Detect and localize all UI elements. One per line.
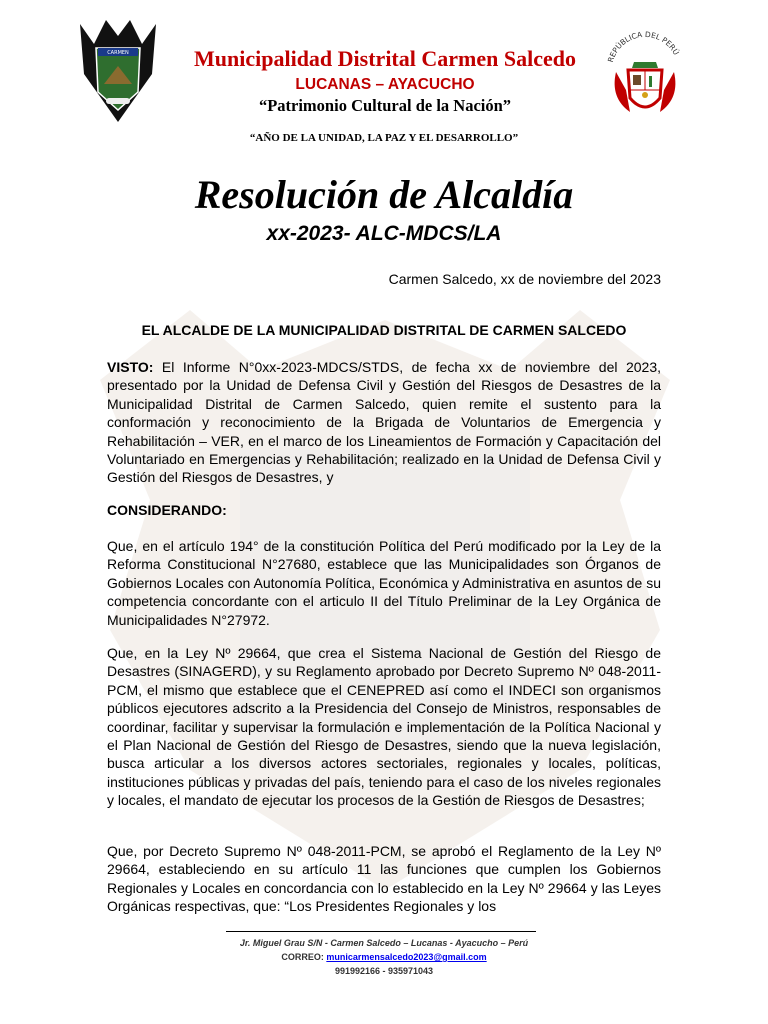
- year-motto: “AÑO DE LA UNIDAD, LA PAZ Y EL DESARROLLO”: [249, 132, 519, 144]
- visto-label: VISTO:: [107, 359, 154, 375]
- considerando-heading: CONSIDERANDO:: [107, 502, 227, 518]
- considerando-paragraph: Que, en el artículo 194° de la constitución Política del Perú modificado por la Ley de la Reforma Constitucional N°27680, establece que las Municipalidades son Órganos de Gobiernos Locales con Autonomía Política, Económica y Administrativa en asuntos de su competencia concordante con el articulo II del Título Preliminar de la Ley Orgánica de Municipalidades N°27972.: [107, 538, 661, 628]
- footer-phones: 991992166 - 935971043: [334, 966, 434, 976]
- footer-email-label: CORREO:: [281, 952, 327, 962]
- municipality-name: Municipalidad Distrital Carmen Salcedo: [194, 46, 576, 71]
- document-title: Resolución de Alcaldía: [194, 172, 574, 217]
- footer-email-line: [180, 952, 588, 962]
- municipality-motto: “Patrimonio Cultural de la Nación”: [258, 96, 512, 115]
- document-date: Carmen Salcedo, xx de noviembre del 2023: [388, 271, 661, 287]
- document-number: xx-2023- ALC-MDCS/LA: [266, 222, 502, 245]
- considerando-paragraph: Que, en la Ley Nº 29664, que crea el Sistema Nacional de Gestión del Riesgo de Desastres (SINAGERD), y su Reglamento aprobado por Decreto Supremo Nº 048-2011-PCM, el mismo que establece que el CENEPRED así como el INDECI son organismos públicos ejecutores adscrito a la Presidencia del Consejo de Ministros, responsables de coordinar, facilitar y supervisar la formulación e implementación de la Política Nacional y el Plan Nacional de Gestión del Riesgo de Desastres, siendo que la nueva legislación, busca articular a los diversos actores sectoriales, regionales y locales, políticas, instituciones públicas y privadas del país, teniendo para el caso de los niveles regionales y locales, el mandato de ejecutar los procesos de la Gestión de Riesgos de Desastres;: [107, 645, 661, 809]
- visto-text: El Informe N°0xx-2023-MDCS/STDS, de fecha xx de noviembre del 2023, presentado por la Unidad de Defensa Civil y Gestión del Riesgos de Desastres de la Municipalidad Distrital de Carmen Salcedo, quien remite el sustento para la conformación y reconocimiento de la Brigada de Voluntarios de Emergencia y Rehabilitación – VER, en el marco de los Lineamientos de Formación y Capacitación del Voluntariado en Emergencias y Rehabilitación; realizado en la Unidad de Defensa Civil y Gestión del Riesgos de Desastres, y: [107, 359, 661, 486]
- peru-coat-of-arms-logo: [602, 28, 688, 124]
- footer-divider: [226, 931, 536, 932]
- svg-text:REPÚBLICA DEL PERÚ: [606, 30, 681, 63]
- municipal-crest-logo: [76, 14, 160, 126]
- footer-email-link[interactable]: municarmensalcedo2023@gmail.com: [326, 952, 487, 962]
- municipality-location: LUCANAS – AYACUCHO: [295, 76, 475, 93]
- visto-paragraph: [107, 358, 661, 487]
- coat-of-arms-caption: REPÚBLICA DEL PERÚ: [605, 29, 681, 64]
- footer-address: Jr. Miguel Grau S/N - Carmen Salcedo – Lucanas - Ayacucho – Perú: [239, 938, 529, 948]
- crest-label: CARMEN: [107, 50, 129, 56]
- considerando-paragraph: Que, por Decreto Supremo Nº 048-2011-PCM, se aprobó el Reglamento de la Ley Nº 29664, estableciendo en su artículo 11 las funciones que cumplen los Gobiernos Regionales y Locales en concordancia con lo establecido en la Ley Nº 29664 y las Leyes Orgánicas respectivas, que: “Los Presidentes Regionales y los: [107, 843, 661, 915]
- addressee-heading: EL ALCALDE DE LA MUNICIPALIDAD DISTRITAL DE CARMEN SALCEDO: [141, 322, 627, 338]
